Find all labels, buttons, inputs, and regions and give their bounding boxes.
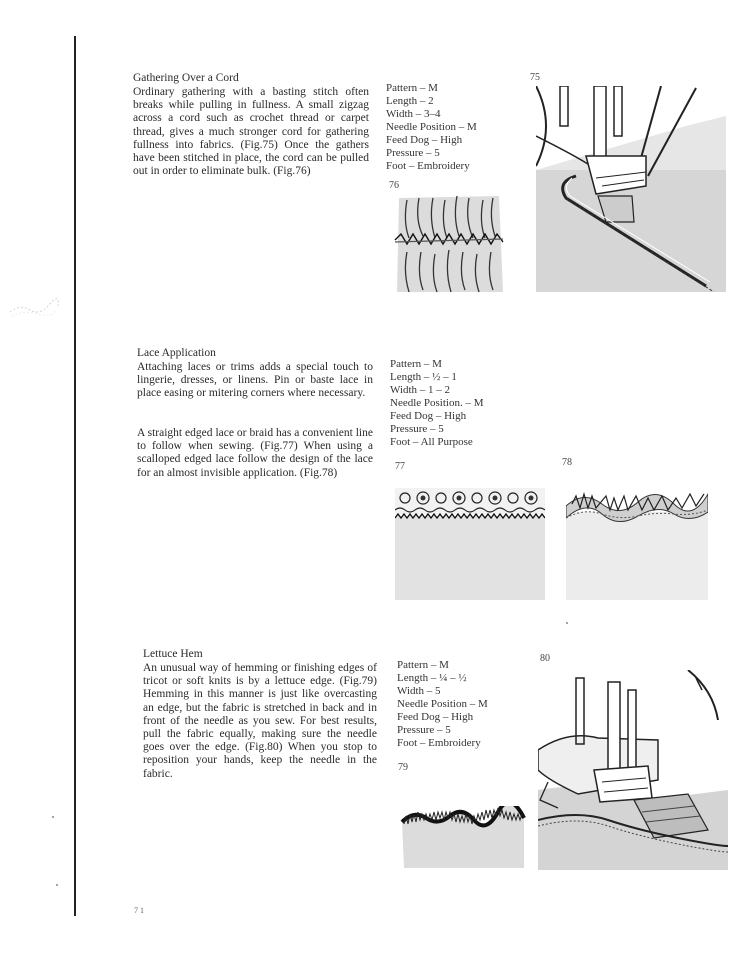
setting-width: Width – 1 – 2	[390, 384, 451, 396]
figure-77-straight-lace	[395, 482, 545, 600]
figure-75-sewing-machine-cord	[536, 86, 726, 292]
settings-lettuce	[397, 659, 488, 750]
figure-label-76: 76	[389, 180, 399, 191]
scan-smudge	[8, 298, 60, 318]
figure-78-scalloped-lace	[566, 482, 708, 600]
figure-label-78: 78	[562, 457, 572, 468]
section-title-lace: Lace Application	[137, 347, 216, 359]
setting-feed-dog: Feed Dog – High	[390, 410, 467, 422]
figure-79-lettuce-edge	[400, 806, 526, 870]
figure-label-79: 79	[398, 762, 408, 773]
paragraph-lace-2: A straight edged lace or braid has a convenient line to follow when sewing. (Fig.77) When using a scalloped edged lace follow the design of the lace for an almost invisible application. (Fig.78)	[137, 427, 373, 479]
section-title-lettuce: Lettuce Hem	[143, 648, 203, 660]
setting-pattern: Pattern – M	[397, 659, 449, 671]
paragraph-gathering: Ordinary gathering with a basting stitch often breaks while pulling in fullness. A small zigzag across a cord such as crochet thread or carpet thread, gives a much stronger cord for gathering fullness into fabrics. (Fig.75) Once the gathers have been stitched in place, the cord can be pulled out in order to eliminate bulk. (Fig.76)	[133, 86, 369, 178]
scan-dot	[52, 816, 54, 818]
setting-width: Width – 3–4	[386, 108, 441, 120]
page-number: 7 1	[134, 906, 144, 915]
figure-label-77: 77	[395, 461, 405, 472]
paragraph-lettuce: An unusual way of hemming or finishing edges of tricot or soft knits is by a lettuce edge. (Fig.79) Hemming in this manner is just like overcasting an edge, but the fabric is stretched in back and in front of the needle as you sew. For best results, pull the fabric equally, making sure the needle goes over the edge. (Fig.80) When you stop to reposition your hands, keep the needle in the fabric.	[143, 662, 377, 780]
binding-margin-line	[74, 36, 76, 916]
setting-pressure: Pressure – 5	[397, 724, 451, 736]
figure-76-gathered-fabric	[393, 192, 505, 296]
setting-width: Width – 5	[397, 685, 441, 697]
setting-needle-position: Needle Position. – M	[390, 397, 484, 409]
setting-foot: Foot – Embroidery	[386, 160, 470, 172]
setting-pressure: Pressure – 5	[386, 147, 440, 159]
settings-gathering	[386, 82, 477, 173]
figure-label-80: 80	[540, 653, 550, 664]
setting-pattern: Pattern – M	[386, 82, 438, 94]
setting-foot: Foot – All Purpose	[390, 436, 473, 448]
setting-needle-position: Needle Position – M	[397, 698, 488, 710]
setting-feed-dog: Feed Dog – High	[397, 711, 474, 723]
setting-length: Length – ¼ – ½	[397, 672, 467, 684]
figure-80-sewing-machine-lettuce	[538, 670, 728, 870]
settings-lace	[390, 358, 484, 449]
setting-needle-position: Needle Position – M	[386, 121, 477, 133]
section-title-gathering: Gathering Over a Cord	[133, 72, 239, 84]
setting-pressure: Pressure – 5	[390, 423, 444, 435]
setting-length: Length – ½ – 1	[390, 371, 457, 383]
figure-label-75: 75	[530, 72, 540, 83]
scan-dot	[56, 884, 58, 886]
setting-pattern: Pattern – M	[390, 358, 442, 370]
paragraph-lace-1: Attaching laces or trims adds a special touch to lingerie, dresses, or linens. Pin or baste lace in place easing or mitering corners where necessary.	[137, 361, 373, 400]
scan-dot	[566, 622, 568, 624]
setting-feed-dog: Feed Dog – High	[386, 134, 463, 146]
setting-length: Length – 2	[386, 95, 434, 107]
setting-foot: Foot – Embroidery	[397, 737, 481, 749]
